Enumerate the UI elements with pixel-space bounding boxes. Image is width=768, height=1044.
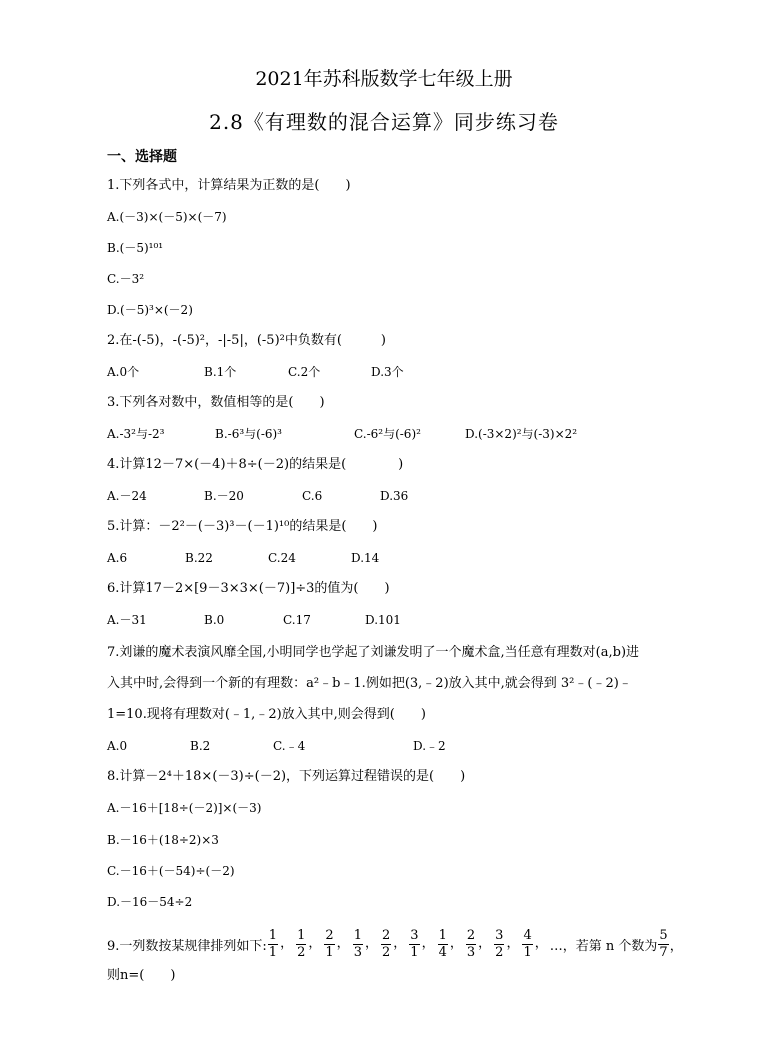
q9-fraction (466, 928, 476, 961)
fraction-denominator: 1 (410, 944, 419, 960)
q9-fraction (353, 928, 363, 961)
q6-option-b: B.0 (204, 613, 225, 627)
q9-ellipsis: …，若第 n 个数为 (549, 938, 658, 954)
q2-option-d: D.3个 (371, 365, 404, 379)
question-7-stem-line-3: 1=10.现将有理数对(﹣1,﹣2)放入其中,则会得到( ) (107, 707, 426, 722)
fraction-separator: ， (421, 935, 435, 951)
q8-option-c: C.－16＋(－54)÷(－2) (107, 864, 235, 878)
q7-option-d: D.﹣2 (413, 739, 446, 753)
q6-option-a: A.－31 (107, 613, 147, 627)
q3-option-a: A.-3²与-2³ (107, 427, 165, 441)
fraction-separator: ， (336, 935, 350, 951)
fraction-denominator: 1 (523, 944, 532, 960)
fraction-numerator: 1 (268, 927, 278, 943)
fraction-denominator: 2 (381, 944, 391, 960)
q4-option-a: A.－24 (107, 489, 147, 503)
q9-prefix: 9.一列数按某规律排列如下: (107, 938, 267, 954)
q9-target-numerator: 5 (659, 927, 668, 943)
q8-option-b: B.－16＋(18÷2)×3 (107, 833, 219, 847)
q8-option-a: A.－16＋[18÷(－2)]×(－3) (107, 801, 262, 815)
q3-option-b: B.-6³与(-6)³ (215, 427, 282, 441)
q8-option-d: D.－16－54÷2 (107, 895, 193, 909)
q7-option-a: A.0 (107, 739, 128, 753)
q4-option-d: D.36 (380, 489, 409, 503)
fraction-denominator: 3 (353, 944, 362, 960)
q9-target-fraction (658, 928, 668, 961)
q6-option-d: D.101 (365, 613, 401, 627)
fraction-denominator: 4 (438, 944, 447, 960)
fraction-denominator: 2 (495, 944, 504, 960)
q9-fraction (324, 928, 334, 961)
fraction-numerator: 4 (523, 927, 532, 943)
section-heading: 一、选择题 (107, 149, 177, 165)
fraction-separator: ， (449, 935, 463, 951)
question-3-stem: 3.下列各对数中，数值相等的是( ) (107, 395, 325, 410)
q9-fraction (522, 928, 532, 961)
fraction-numerator: 2 (466, 927, 476, 943)
fraction-separator: ， (280, 935, 294, 951)
fraction-numerator: 2 (381, 927, 391, 943)
q9-fraction (296, 928, 306, 961)
q4-option-b: B.－20 (204, 489, 244, 503)
question-6-stem: 6.计算17－2×[9－3×3×(－7)]÷3的值为( ) (107, 581, 390, 596)
q5-option-b: B.22 (185, 551, 213, 565)
q9-fraction (409, 928, 419, 961)
q1-option-c: C.－3² (107, 272, 145, 286)
q3-option-c: C.-6²与(-6)² (354, 427, 421, 441)
q9-target-denominator: 7 (659, 944, 668, 960)
question-9-stem (107, 922, 683, 966)
question-4-stem: 4.计算12－7×(－4)＋8÷(－2)的结果是( ) (107, 457, 404, 472)
question-5-stem: 5.计算：－2²－(－3)³－(－1)¹⁰的结果是( ) (107, 519, 378, 534)
fraction-separator: ， (478, 935, 492, 951)
question-2-stem: 2.在-(-5)，-(-5)²，-|-5|，(-5)²中负数有( ) (107, 333, 386, 348)
q9-fraction (438, 928, 448, 961)
q5-option-c: C.24 (268, 551, 296, 565)
fraction-separator: ， (364, 935, 378, 951)
q1-option-d: D.(－5)³×(－2) (107, 303, 193, 317)
fraction-denominator: 1 (325, 944, 334, 960)
q3-option-d: D.(-3×2)²与(-3)×2² (465, 427, 578, 441)
fraction-denominator: 1 (268, 944, 278, 960)
fraction-separator: ， (534, 935, 548, 951)
fraction-numerator: 2 (325, 927, 334, 943)
q9-fraction (494, 928, 504, 961)
q5-option-a: A.6 (107, 551, 128, 565)
q2-option-a: A.0个 (107, 365, 140, 379)
fraction-numerator: 3 (410, 927, 419, 943)
fraction-numerator: 1 (297, 927, 306, 943)
fraction-separator: ， (506, 935, 520, 951)
question-7-stem-line-2: 入其中时,会得到一个新的有理数：a²﹣b﹣1.例如把(3,﹣2)放入其中,就会得到 3²﹣(﹣2)﹣ (107, 676, 632, 691)
question-1-stem: 1.下列各式中，计算结果为正数的是( ) (107, 178, 351, 193)
q1-option-a: A.(－3)×(－5)×(－7) (107, 210, 227, 224)
q4-option-c: C.6 (302, 489, 323, 503)
question-9-stem-line-2: 则n=( ) (107, 968, 176, 983)
fraction-numerator: 3 (495, 927, 504, 943)
q2-option-c: C.2个 (288, 365, 321, 379)
fraction-numerator: 1 (353, 927, 362, 943)
fraction-denominator: 3 (466, 944, 476, 960)
q7-option-c: C.﹣4 (273, 739, 306, 753)
q2-option-b: B.1个 (204, 365, 237, 379)
fraction-separator: ， (308, 935, 322, 951)
q1-option-b: B.(－5)¹⁰¹ (107, 241, 164, 255)
q7-option-b: B.2 (190, 739, 211, 753)
fraction-denominator: 2 (297, 944, 306, 960)
q5-option-d: D.14 (351, 551, 380, 565)
fraction-separator: ， (393, 935, 407, 951)
q9-tail: ， (669, 938, 683, 954)
document-title: 2021年苏科版数学七年级上册 (255, 68, 513, 90)
question-7-stem-line-1: 7.刘谦的魔术表演风靡全国,小明同学也学起了刘谦发明了一个魔术盒,当任意有理数对(a,b)进 (107, 645, 640, 660)
q9-fraction (268, 928, 278, 961)
q9-fraction-sequence (267, 928, 550, 961)
document-subtitle: 2.8《有理数的混合运算》同步练习卷 (209, 110, 559, 134)
q9-fraction (381, 928, 391, 961)
fraction-numerator: 1 (438, 927, 447, 943)
q6-option-c: C.17 (283, 613, 311, 627)
question-8-stem: 8.计算－2⁴＋18×(－3)÷(－2)，下列运算过程错误的是( ) (107, 769, 466, 784)
